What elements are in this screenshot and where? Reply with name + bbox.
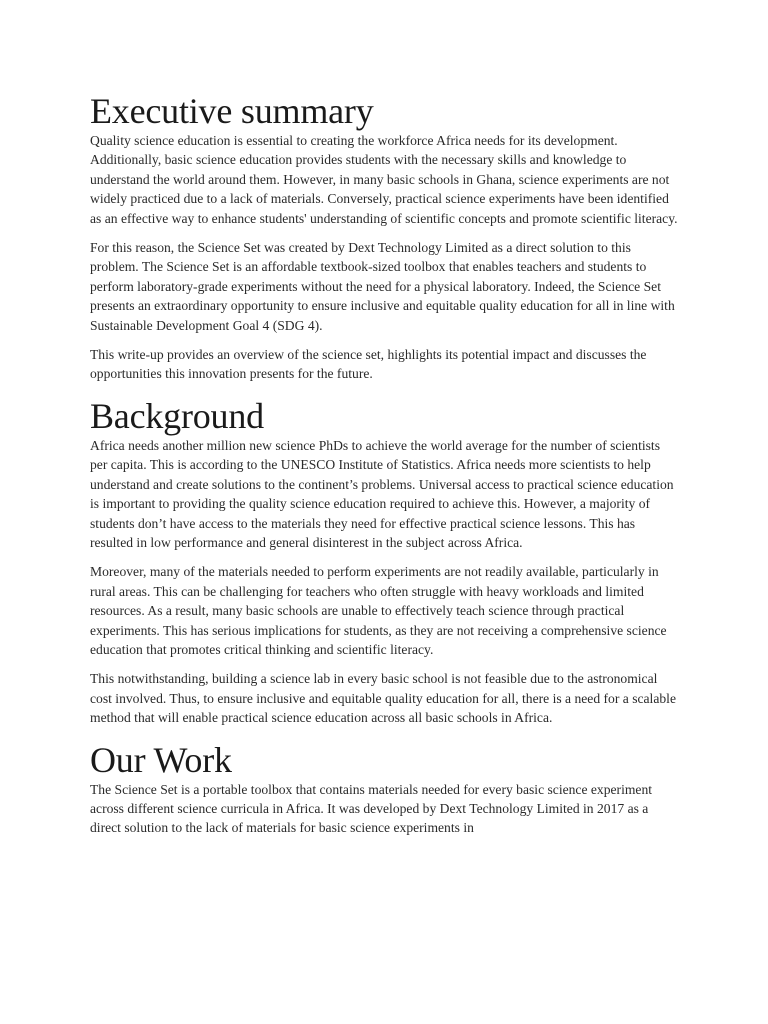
paragraph: This write-up provides an overview of the science set, highlights its potential impact and discusses the opportunities this innovation presents for the future. (90, 347, 647, 382)
document-page (90, 91, 680, 848)
heading-background: Background (90, 395, 264, 436)
heading-our-work: Our Work (90, 739, 232, 780)
paragraph: Moreover, many of the materials needed to perform experiments are not readily available, particularly in rural areas. This can be challenging for teachers who often struggle with heavy workloads and limited resources. As a result, many basic schools are unable to effectively teach science through practical experiments. This has serious implications for students, as they are not receiving a comprehensive science education that promotes critical thinking and scientific literacy. (90, 564, 667, 657)
paragraph: Africa needs another million new science PhDs to achieve the world average for the number of scientists per capita. This is according to the UNESCO Institute of Statistics. Africa needs more scientists to help understand and create solutions to the continent’s problems. Universal access to practical science education is important to providing the quality science education required to achieve this. However, a majority of students don’t have access to the materials they need for effective practical science lessons. This has resulted in low performance and general disinterest in the subject across Africa. (90, 437, 674, 550)
heading-executive-summary: Executive summary (90, 91, 374, 131)
paragraph: This notwithstanding, building a science lab in every basic school is not feasible due to the astronomical cost involved. Thus, to ensure inclusive and equitable quality education for all, there is a need for a scalable method that will enable practical science education across all basic schools in Africa. (90, 671, 676, 726)
paragraph: For this reason, the Science Set was created by Dext Technology Limited as a direct solution to this problem. The Science Set is an affordable textbook-sized toolbox that enables teachers and students to perform laboratory-grade experiments without the need for a physical laboratory. Indeed, the Science Set presents an extraordinary opportunity to ensure inclusive and equitable quality education for all in line with Sustainable Development Goal 4 (SDG 4). (90, 240, 675, 333)
paragraph: Quality science education is essential to creating the workforce Africa needs for its development. Additionally, basic science education provides students with the necessary skills and knowledge to understand the world around them. However, in many basic schools in Ghana, science experiments are not widely practiced due to a lack of materials. Conversely, practical science experiments have been identified as an effective way to enhance students' understanding of scientific concepts and promote scientific literacy. (90, 133, 678, 226)
paragraph: The Science Set is a portable toolbox that contains materials needed for every basic science experiment across different science curricula in Africa. It was developed by Dext Technology Limited in 2017 as a direct solution to the lack of materials for basic science experiments in (90, 781, 653, 836)
